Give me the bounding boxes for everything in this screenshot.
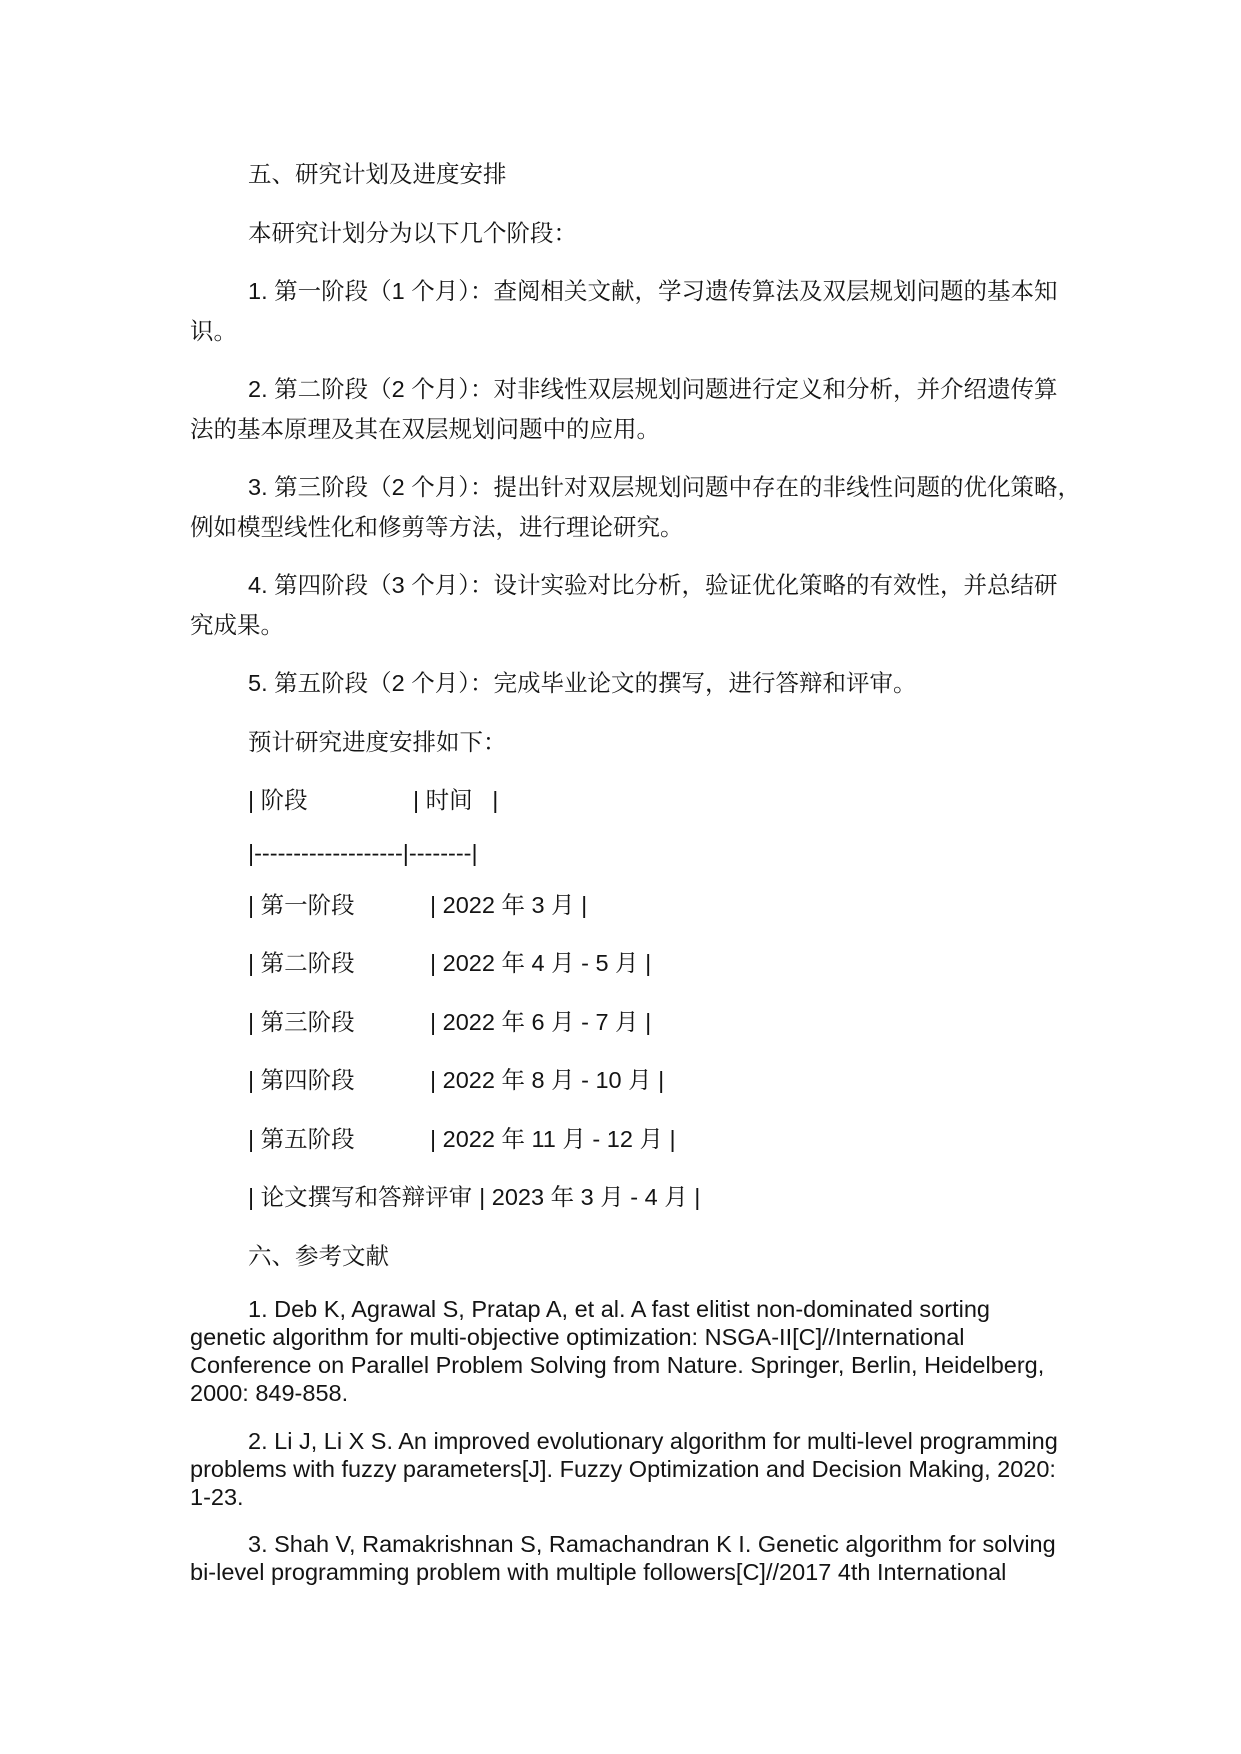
phase-line: 4. 第四阶段（3 个月）：设计实验对比分析，验证优化策略的有效性，并总结研: [248, 572, 1058, 598]
table-cell-stage: | 第二阶段: [248, 950, 355, 976]
phase-item: [190, 370, 1241, 449]
reference-line: 1. Deb K, Agrawal S, Pratap A, et al. A fast elitist non-dominated sorting: [248, 1296, 990, 1322]
research-plan-section: [0, 155, 1241, 1218]
phase-line: 识。: [190, 317, 237, 344]
phase-item: [190, 272, 1241, 351]
phase-line: 究成果。: [190, 611, 284, 638]
reference-item: [190, 1530, 1241, 1586]
table-cell-stage: | 第三阶段: [248, 1008, 355, 1035]
phase-item: [190, 468, 1241, 547]
phase-item: [190, 664, 1241, 704]
phase-line: 法的基本原理及其在双层规划问题中的应用。: [190, 415, 660, 442]
phase-line: 3. 第三阶段（2 个月）：提出针对双层规划问题中存在的非线性问题的优化策略，: [248, 474, 1081, 500]
table-cell-time: | 2023 年 3 月 - 4 月 |: [479, 1184, 701, 1210]
table-cell-stage: | 第五阶段: [248, 1125, 355, 1152]
table-cell-time: | 2022 年 8 月 - 10 月 |: [430, 1067, 665, 1093]
reference-line: 2. Li J, Li X S. An improved evolutionary algorithm for multi-level programming: [248, 1427, 1058, 1454]
references-section: [0, 1237, 1241, 1587]
table-cell-time: | 2022 年 11 月 - 12 月 |: [430, 1125, 676, 1152]
schedule-table-divider: |-------------------|--------|: [248, 839, 478, 866]
table-row: [190, 886, 1241, 926]
research-plan-intro: 本研究计划分为以下几个阶段：: [248, 219, 577, 246]
table-cell-stage: | 论文撰写和答辩评审: [248, 1184, 473, 1210]
reference-item: [190, 1427, 1241, 1511]
reference-line: Conference on Parallel Problem Solving from Nature. Springer, Berlin, Heidelberg,: [190, 1352, 1045, 1378]
references-heading: 六、参考文献: [248, 1242, 389, 1269]
table-row: [190, 944, 1241, 984]
reference-item: [190, 1295, 1241, 1407]
reference-line: problems with fuzzy parameters[J]. Fuzzy Optimization and Decision Making, 2020:: [190, 1455, 1056, 1482]
phase-item: [190, 566, 1241, 645]
schedule-table-header-row: [190, 781, 1241, 821]
table-cell-stage: | 第四阶段: [248, 1067, 355, 1093]
phase-line: 1. 第一阶段（1 个月）：查阅相关文献，学习遗传算法及双层规划问题的基本知: [248, 278, 1058, 304]
table-cell-time: | 2022 年 6 月 - 7 月 |: [430, 1008, 652, 1035]
schedule-table: [0, 781, 1241, 1218]
table-row: [190, 1120, 1241, 1160]
reference-line: 1-23.: [190, 1483, 244, 1510]
research-plan-heading: 五、研究计划及进度安排: [248, 161, 507, 187]
table-row: [190, 1061, 1241, 1101]
table-cell-time: | 2022 年 3 月 |: [430, 891, 588, 918]
phase-line: 例如模型线性化和修剪等方法，进行理论研究。: [190, 513, 684, 540]
phase-line: 5. 第五阶段（2 个月）：完成毕业论文的撰写，进行答辩和评审。: [248, 670, 917, 696]
reference-line: 3. Shah V, Ramakrishnan S, Ramachandran K I. Genetic algorithm for solving: [248, 1531, 1056, 1557]
reference-line: 2000: 849-858.: [190, 1380, 349, 1406]
table-cell-time: | 2022 年 4 月 - 5 月 |: [430, 950, 652, 976]
table-row: [190, 1178, 1241, 1218]
reference-line: bi-level programming problem with multiple followers[C]//2017 4th International: [190, 1559, 1007, 1585]
reference-line: genetic algorithm for multi-objective optimization: NSGA-II[C]//International: [190, 1324, 965, 1350]
table-header-stage: | 阶段: [248, 787, 308, 813]
table-header-time: | 时间 |: [413, 787, 499, 813]
phase-line: 2. 第二阶段（2 个月）：对非线性双层规划问题进行定义和分析，并介绍遗传算: [248, 376, 1058, 402]
schedule-intro: 预计研究进度安排如下：: [248, 728, 507, 755]
table-row: [190, 1003, 1241, 1043]
table-cell-stage: | 第一阶段: [248, 891, 355, 918]
